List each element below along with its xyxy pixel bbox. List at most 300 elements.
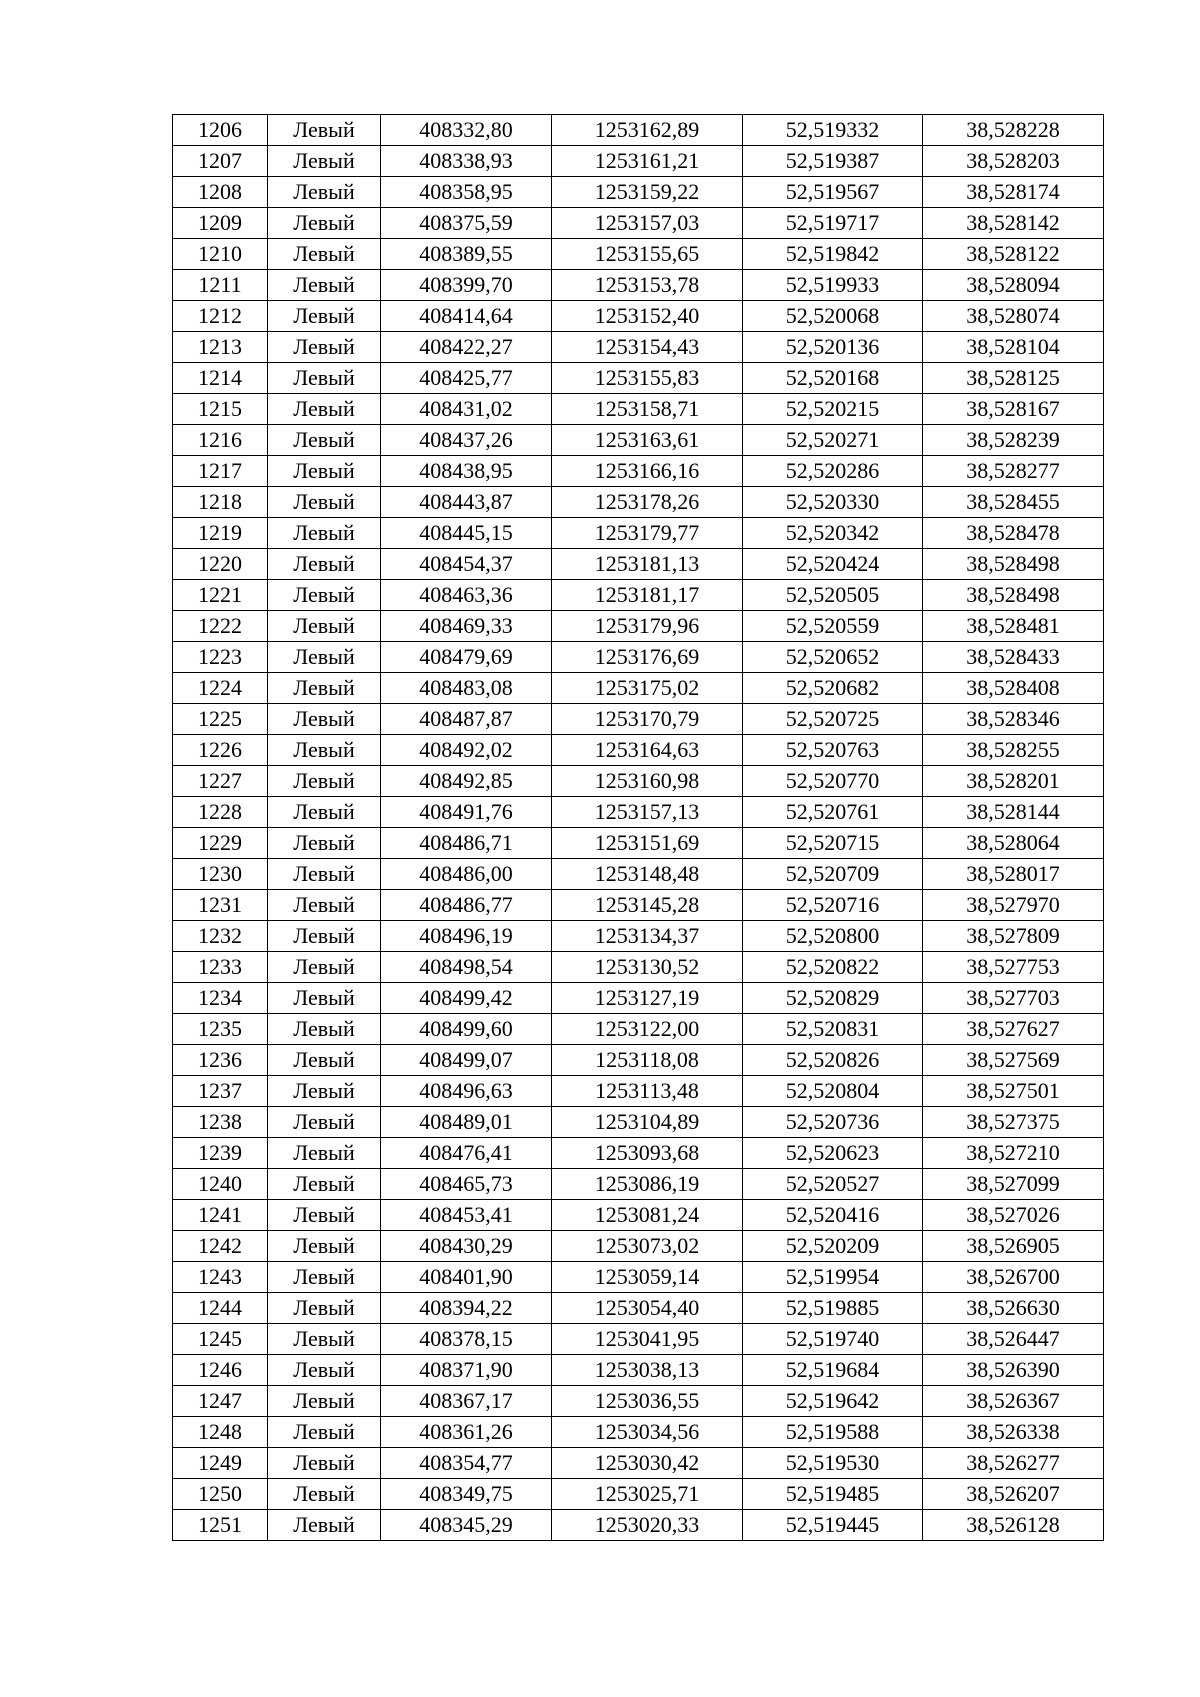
longitude-cell: 38,528122: [923, 239, 1104, 270]
latitude-cell: 52,520822: [743, 952, 923, 983]
side-cell: Левый: [268, 115, 381, 146]
point-number-cell: 1227: [173, 766, 268, 797]
x-coordinate-cell: 408492,85: [381, 766, 552, 797]
side-cell: Левый: [268, 735, 381, 766]
point-number-cell: 1209: [173, 208, 268, 239]
x-coordinate-cell: 408431,02: [381, 394, 552, 425]
longitude-cell: 38,528481: [923, 611, 1104, 642]
table-row: [173, 673, 1104, 704]
side-cell: Левый: [268, 1200, 381, 1231]
y-coordinate-cell: 1253041,95: [552, 1324, 743, 1355]
longitude-cell: 38,528017: [923, 859, 1104, 890]
latitude-cell: 52,519717: [743, 208, 923, 239]
side-cell: Левый: [268, 859, 381, 890]
point-number-cell: 1246: [173, 1355, 268, 1386]
side-cell: Левый: [268, 487, 381, 518]
x-coordinate-cell: 408378,15: [381, 1324, 552, 1355]
x-coordinate-cell: 408338,93: [381, 146, 552, 177]
y-coordinate-cell: 1253122,00: [552, 1014, 743, 1045]
y-coordinate-cell: 1253153,78: [552, 270, 743, 301]
y-coordinate-cell: 1253179,96: [552, 611, 743, 642]
latitude-cell: 52,520831: [743, 1014, 923, 1045]
longitude-cell: 38,528201: [923, 766, 1104, 797]
latitude-cell: 52,520527: [743, 1169, 923, 1200]
x-coordinate-cell: 408499,07: [381, 1045, 552, 1076]
table-row: [173, 704, 1104, 735]
point-number-cell: 1210: [173, 239, 268, 270]
longitude-cell: 38,528498: [923, 580, 1104, 611]
longitude-cell: 38,527809: [923, 921, 1104, 952]
point-number-cell: 1239: [173, 1138, 268, 1169]
side-cell: Левый: [268, 952, 381, 983]
y-coordinate-cell: 1253118,08: [552, 1045, 743, 1076]
table-row: [173, 549, 1104, 580]
y-coordinate-cell: 1253155,65: [552, 239, 743, 270]
side-cell: Левый: [268, 1231, 381, 1262]
y-coordinate-cell: 1253181,13: [552, 549, 743, 580]
table-row: [173, 1355, 1104, 1386]
longitude-cell: 38,528408: [923, 673, 1104, 704]
point-number-cell: 1217: [173, 456, 268, 487]
side-cell: Левый: [268, 642, 381, 673]
point-number-cell: 1235: [173, 1014, 268, 1045]
latitude-cell: 52,520623: [743, 1138, 923, 1169]
x-coordinate-cell: 408443,87: [381, 487, 552, 518]
longitude-cell: 38,526905: [923, 1231, 1104, 1262]
longitude-cell: 38,528228: [923, 115, 1104, 146]
y-coordinate-cell: 1253163,61: [552, 425, 743, 456]
side-cell: Левый: [268, 208, 381, 239]
table-row: [173, 363, 1104, 394]
y-coordinate-cell: 1253054,40: [552, 1293, 743, 1324]
latitude-cell: 52,519588: [743, 1417, 923, 1448]
table-row: [173, 1510, 1104, 1541]
table-row: [173, 983, 1104, 1014]
table-row: [173, 797, 1104, 828]
longitude-cell: 38,528144: [923, 797, 1104, 828]
side-cell: Левый: [268, 1107, 381, 1138]
x-coordinate-cell: 408486,77: [381, 890, 552, 921]
side-cell: Левый: [268, 549, 381, 580]
point-number-cell: 1251: [173, 1510, 268, 1541]
y-coordinate-cell: 1253160,98: [552, 766, 743, 797]
point-number-cell: 1225: [173, 704, 268, 735]
x-coordinate-cell: 408437,26: [381, 425, 552, 456]
side-cell: Левый: [268, 1386, 381, 1417]
latitude-cell: 52,520763: [743, 735, 923, 766]
point-number-cell: 1214: [173, 363, 268, 394]
point-number-cell: 1234: [173, 983, 268, 1014]
table-row: [173, 1231, 1104, 1262]
longitude-cell: 38,528167: [923, 394, 1104, 425]
latitude-cell: 52,519530: [743, 1448, 923, 1479]
point-number-cell: 1230: [173, 859, 268, 890]
longitude-cell: 38,528104: [923, 332, 1104, 363]
point-number-cell: 1228: [173, 797, 268, 828]
y-coordinate-cell: 1253113,48: [552, 1076, 743, 1107]
side-cell: Левый: [268, 611, 381, 642]
latitude-cell: 52,520725: [743, 704, 923, 735]
latitude-cell: 52,519684: [743, 1355, 923, 1386]
side-cell: Левый: [268, 332, 381, 363]
side-cell: Левый: [268, 983, 381, 1014]
point-number-cell: 1244: [173, 1293, 268, 1324]
side-cell: Левый: [268, 239, 381, 270]
latitude-cell: 52,519642: [743, 1386, 923, 1417]
table-row: [173, 1417, 1104, 1448]
table-row: [173, 301, 1104, 332]
y-coordinate-cell: 1253104,89: [552, 1107, 743, 1138]
longitude-cell: 38,526207: [923, 1479, 1104, 1510]
y-coordinate-cell: 1253148,48: [552, 859, 743, 890]
x-coordinate-cell: 408445,15: [381, 518, 552, 549]
point-number-cell: 1232: [173, 921, 268, 952]
table-row: [173, 580, 1104, 611]
x-coordinate-cell: 408414,64: [381, 301, 552, 332]
point-number-cell: 1250: [173, 1479, 268, 1510]
latitude-cell: 52,520829: [743, 983, 923, 1014]
longitude-cell: 38,527753: [923, 952, 1104, 983]
side-cell: Левый: [268, 363, 381, 394]
latitude-cell: 52,519933: [743, 270, 923, 301]
longitude-cell: 38,526277: [923, 1448, 1104, 1479]
side-cell: Левый: [268, 828, 381, 859]
longitude-cell: 38,527627: [923, 1014, 1104, 1045]
table-row: [173, 1324, 1104, 1355]
x-coordinate-cell: 408438,95: [381, 456, 552, 487]
table-row: [173, 270, 1104, 301]
table-row: [173, 239, 1104, 270]
side-cell: Левый: [268, 921, 381, 952]
side-cell: Левый: [268, 1355, 381, 1386]
point-number-cell: 1207: [173, 146, 268, 177]
point-number-cell: 1238: [173, 1107, 268, 1138]
x-coordinate-cell: 408394,22: [381, 1293, 552, 1324]
y-coordinate-cell: 1253020,33: [552, 1510, 743, 1541]
y-coordinate-cell: 1253036,55: [552, 1386, 743, 1417]
latitude-cell: 52,520209: [743, 1231, 923, 1262]
side-cell: Левый: [268, 146, 381, 177]
side-cell: Левый: [268, 673, 381, 704]
y-coordinate-cell: 1253164,63: [552, 735, 743, 766]
point-number-cell: 1243: [173, 1262, 268, 1293]
y-coordinate-cell: 1253181,17: [552, 580, 743, 611]
table-row: [173, 1200, 1104, 1231]
latitude-cell: 52,520215: [743, 394, 923, 425]
table-row: [173, 1107, 1104, 1138]
longitude-cell: 38,528433: [923, 642, 1104, 673]
latitude-cell: 52,519387: [743, 146, 923, 177]
y-coordinate-cell: 1253175,02: [552, 673, 743, 704]
latitude-cell: 52,519445: [743, 1510, 923, 1541]
table-row: [173, 735, 1104, 766]
side-cell: Левый: [268, 1324, 381, 1355]
table-row: [173, 890, 1104, 921]
point-number-cell: 1247: [173, 1386, 268, 1417]
latitude-cell: 52,519740: [743, 1324, 923, 1355]
longitude-cell: 38,528203: [923, 146, 1104, 177]
x-coordinate-cell: 408499,42: [381, 983, 552, 1014]
latitude-cell: 52,520286: [743, 456, 923, 487]
point-number-cell: 1248: [173, 1417, 268, 1448]
table-row: [173, 1293, 1104, 1324]
y-coordinate-cell: 1253157,13: [552, 797, 743, 828]
y-coordinate-cell: 1253178,26: [552, 487, 743, 518]
side-cell: Левый: [268, 518, 381, 549]
y-coordinate-cell: 1253073,02: [552, 1231, 743, 1262]
longitude-cell: 38,527026: [923, 1200, 1104, 1231]
x-coordinate-cell: 408425,77: [381, 363, 552, 394]
y-coordinate-cell: 1253176,69: [552, 642, 743, 673]
longitude-cell: 38,526700: [923, 1262, 1104, 1293]
x-coordinate-cell: 408498,54: [381, 952, 552, 983]
longitude-cell: 38,528125: [923, 363, 1104, 394]
longitude-cell: 38,526128: [923, 1510, 1104, 1541]
table-row: [173, 1076, 1104, 1107]
point-number-cell: 1229: [173, 828, 268, 859]
latitude-cell: 52,520652: [743, 642, 923, 673]
latitude-cell: 52,520559: [743, 611, 923, 642]
table-row: [173, 425, 1104, 456]
y-coordinate-cell: 1253166,16: [552, 456, 743, 487]
y-coordinate-cell: 1253152,40: [552, 301, 743, 332]
point-number-cell: 1211: [173, 270, 268, 301]
latitude-cell: 52,520800: [743, 921, 923, 952]
x-coordinate-cell: 408486,00: [381, 859, 552, 890]
y-coordinate-cell: 1253030,42: [552, 1448, 743, 1479]
table-row: [173, 518, 1104, 549]
point-number-cell: 1219: [173, 518, 268, 549]
longitude-cell: 38,528346: [923, 704, 1104, 735]
y-coordinate-cell: 1253161,21: [552, 146, 743, 177]
x-coordinate-cell: 408361,26: [381, 1417, 552, 1448]
y-coordinate-cell: 1253155,83: [552, 363, 743, 394]
x-coordinate-cell: 408345,29: [381, 1510, 552, 1541]
x-coordinate-cell: 408476,41: [381, 1138, 552, 1169]
x-coordinate-cell: 408486,71: [381, 828, 552, 859]
x-coordinate-cell: 408483,08: [381, 673, 552, 704]
y-coordinate-cell: 1253038,13: [552, 1355, 743, 1386]
table-row: [173, 642, 1104, 673]
table-row: [173, 1014, 1104, 1045]
latitude-cell: 52,520736: [743, 1107, 923, 1138]
longitude-cell: 38,526447: [923, 1324, 1104, 1355]
point-number-cell: 1240: [173, 1169, 268, 1200]
point-number-cell: 1213: [173, 332, 268, 363]
latitude-cell: 52,519885: [743, 1293, 923, 1324]
longitude-cell: 38,527501: [923, 1076, 1104, 1107]
latitude-cell: 52,520709: [743, 859, 923, 890]
latitude-cell: 52,520505: [743, 580, 923, 611]
longitude-cell: 38,527970: [923, 890, 1104, 921]
latitude-cell: 52,520168: [743, 363, 923, 394]
side-cell: Левый: [268, 580, 381, 611]
point-number-cell: 1223: [173, 642, 268, 673]
point-number-cell: 1233: [173, 952, 268, 983]
side-cell: Левый: [268, 301, 381, 332]
x-coordinate-cell: 408454,37: [381, 549, 552, 580]
x-coordinate-cell: 408354,77: [381, 1448, 552, 1479]
longitude-cell: 38,528498: [923, 549, 1104, 580]
longitude-cell: 38,527375: [923, 1107, 1104, 1138]
table-row: [173, 394, 1104, 425]
longitude-cell: 38,528064: [923, 828, 1104, 859]
x-coordinate-cell: 408422,27: [381, 332, 552, 363]
side-cell: Левый: [268, 1262, 381, 1293]
point-number-cell: 1224: [173, 673, 268, 704]
latitude-cell: 52,520804: [743, 1076, 923, 1107]
latitude-cell: 52,519567: [743, 177, 923, 208]
point-number-cell: 1242: [173, 1231, 268, 1262]
point-number-cell: 1208: [173, 177, 268, 208]
longitude-cell: 38,528255: [923, 735, 1104, 766]
longitude-cell: 38,528277: [923, 456, 1104, 487]
y-coordinate-cell: 1253145,28: [552, 890, 743, 921]
point-number-cell: 1218: [173, 487, 268, 518]
side-cell: Левый: [268, 1448, 381, 1479]
table-body: [173, 115, 1104, 1541]
x-coordinate-cell: 408453,41: [381, 1200, 552, 1231]
side-cell: Левый: [268, 797, 381, 828]
x-coordinate-cell: 408487,87: [381, 704, 552, 735]
point-number-cell: 1212: [173, 301, 268, 332]
point-number-cell: 1249: [173, 1448, 268, 1479]
latitude-cell: 52,520682: [743, 673, 923, 704]
latitude-cell: 52,520416: [743, 1200, 923, 1231]
y-coordinate-cell: 1253127,19: [552, 983, 743, 1014]
table-row: [173, 177, 1104, 208]
point-number-cell: 1220: [173, 549, 268, 580]
latitude-cell: 52,520716: [743, 890, 923, 921]
point-number-cell: 1231: [173, 890, 268, 921]
x-coordinate-cell: 408401,90: [381, 1262, 552, 1293]
side-cell: Левый: [268, 766, 381, 797]
latitude-cell: 52,519332: [743, 115, 923, 146]
coordinates-table: [172, 114, 1104, 1541]
longitude-cell: 38,528142: [923, 208, 1104, 239]
latitude-cell: 52,520715: [743, 828, 923, 859]
table-row: [173, 208, 1104, 239]
y-coordinate-cell: 1253134,37: [552, 921, 743, 952]
side-cell: Левый: [268, 1169, 381, 1200]
latitude-cell: 52,519954: [743, 1262, 923, 1293]
side-cell: Левый: [268, 425, 381, 456]
x-coordinate-cell: 408399,70: [381, 270, 552, 301]
side-cell: Левый: [268, 1510, 381, 1541]
point-number-cell: 1216: [173, 425, 268, 456]
table-row: [173, 1138, 1104, 1169]
latitude-cell: 52,520770: [743, 766, 923, 797]
x-coordinate-cell: 408499,60: [381, 1014, 552, 1045]
table-row: [173, 146, 1104, 177]
point-number-cell: 1241: [173, 1200, 268, 1231]
side-cell: Левый: [268, 1293, 381, 1324]
side-cell: Левый: [268, 456, 381, 487]
x-coordinate-cell: 408463,36: [381, 580, 552, 611]
longitude-cell: 38,528239: [923, 425, 1104, 456]
y-coordinate-cell: 1253162,89: [552, 115, 743, 146]
longitude-cell: 38,527703: [923, 983, 1104, 1014]
x-coordinate-cell: 408469,33: [381, 611, 552, 642]
table-row: [173, 1479, 1104, 1510]
longitude-cell: 38,526630: [923, 1293, 1104, 1324]
point-number-cell: 1236: [173, 1045, 268, 1076]
table-row: [173, 487, 1104, 518]
side-cell: Левый: [268, 1479, 381, 1510]
point-number-cell: 1222: [173, 611, 268, 642]
x-coordinate-cell: 408479,69: [381, 642, 552, 673]
y-coordinate-cell: 1253158,71: [552, 394, 743, 425]
point-number-cell: 1237: [173, 1076, 268, 1107]
table-row: [173, 1262, 1104, 1293]
latitude-cell: 52,519842: [743, 239, 923, 270]
table-row: [173, 921, 1104, 952]
y-coordinate-cell: 1253179,77: [552, 518, 743, 549]
table-row: [173, 766, 1104, 797]
x-coordinate-cell: 408496,19: [381, 921, 552, 952]
y-coordinate-cell: 1253159,22: [552, 177, 743, 208]
y-coordinate-cell: 1253170,79: [552, 704, 743, 735]
y-coordinate-cell: 1253025,71: [552, 1479, 743, 1510]
table-row: [173, 828, 1104, 859]
latitude-cell: 52,520068: [743, 301, 923, 332]
point-number-cell: 1226: [173, 735, 268, 766]
side-cell: Левый: [268, 394, 381, 425]
side-cell: Левый: [268, 1045, 381, 1076]
x-coordinate-cell: 408496,63: [381, 1076, 552, 1107]
x-coordinate-cell: 408332,80: [381, 115, 552, 146]
longitude-cell: 38,528174: [923, 177, 1104, 208]
x-coordinate-cell: 408491,76: [381, 797, 552, 828]
latitude-cell: 52,520330: [743, 487, 923, 518]
latitude-cell: 52,520761: [743, 797, 923, 828]
x-coordinate-cell: 408389,55: [381, 239, 552, 270]
side-cell: Левый: [268, 890, 381, 921]
point-number-cell: 1206: [173, 115, 268, 146]
longitude-cell: 38,526390: [923, 1355, 1104, 1386]
x-coordinate-cell: 408430,29: [381, 1231, 552, 1262]
longitude-cell: 38,527569: [923, 1045, 1104, 1076]
x-coordinate-cell: 408349,75: [381, 1479, 552, 1510]
longitude-cell: 38,527210: [923, 1138, 1104, 1169]
longitude-cell: 38,527099: [923, 1169, 1104, 1200]
x-coordinate-cell: 408367,17: [381, 1386, 552, 1417]
point-number-cell: 1221: [173, 580, 268, 611]
latitude-cell: 52,519485: [743, 1479, 923, 1510]
y-coordinate-cell: 1253034,56: [552, 1417, 743, 1448]
y-coordinate-cell: 1253151,69: [552, 828, 743, 859]
latitude-cell: 52,520136: [743, 332, 923, 363]
latitude-cell: 52,520424: [743, 549, 923, 580]
y-coordinate-cell: 1253093,68: [552, 1138, 743, 1169]
y-coordinate-cell: 1253154,43: [552, 332, 743, 363]
side-cell: Левый: [268, 1014, 381, 1045]
x-coordinate-cell: 408492,02: [381, 735, 552, 766]
y-coordinate-cell: 1253086,19: [552, 1169, 743, 1200]
side-cell: Левый: [268, 270, 381, 301]
x-coordinate-cell: 408358,95: [381, 177, 552, 208]
longitude-cell: 38,526367: [923, 1386, 1104, 1417]
longitude-cell: 38,528074: [923, 301, 1104, 332]
x-coordinate-cell: 408465,73: [381, 1169, 552, 1200]
longitude-cell: 38,528094: [923, 270, 1104, 301]
x-coordinate-cell: 408371,90: [381, 1355, 552, 1386]
table-row: [173, 332, 1104, 363]
latitude-cell: 52,520271: [743, 425, 923, 456]
table-row: [173, 456, 1104, 487]
side-cell: Левый: [268, 1417, 381, 1448]
side-cell: Левый: [268, 1138, 381, 1169]
